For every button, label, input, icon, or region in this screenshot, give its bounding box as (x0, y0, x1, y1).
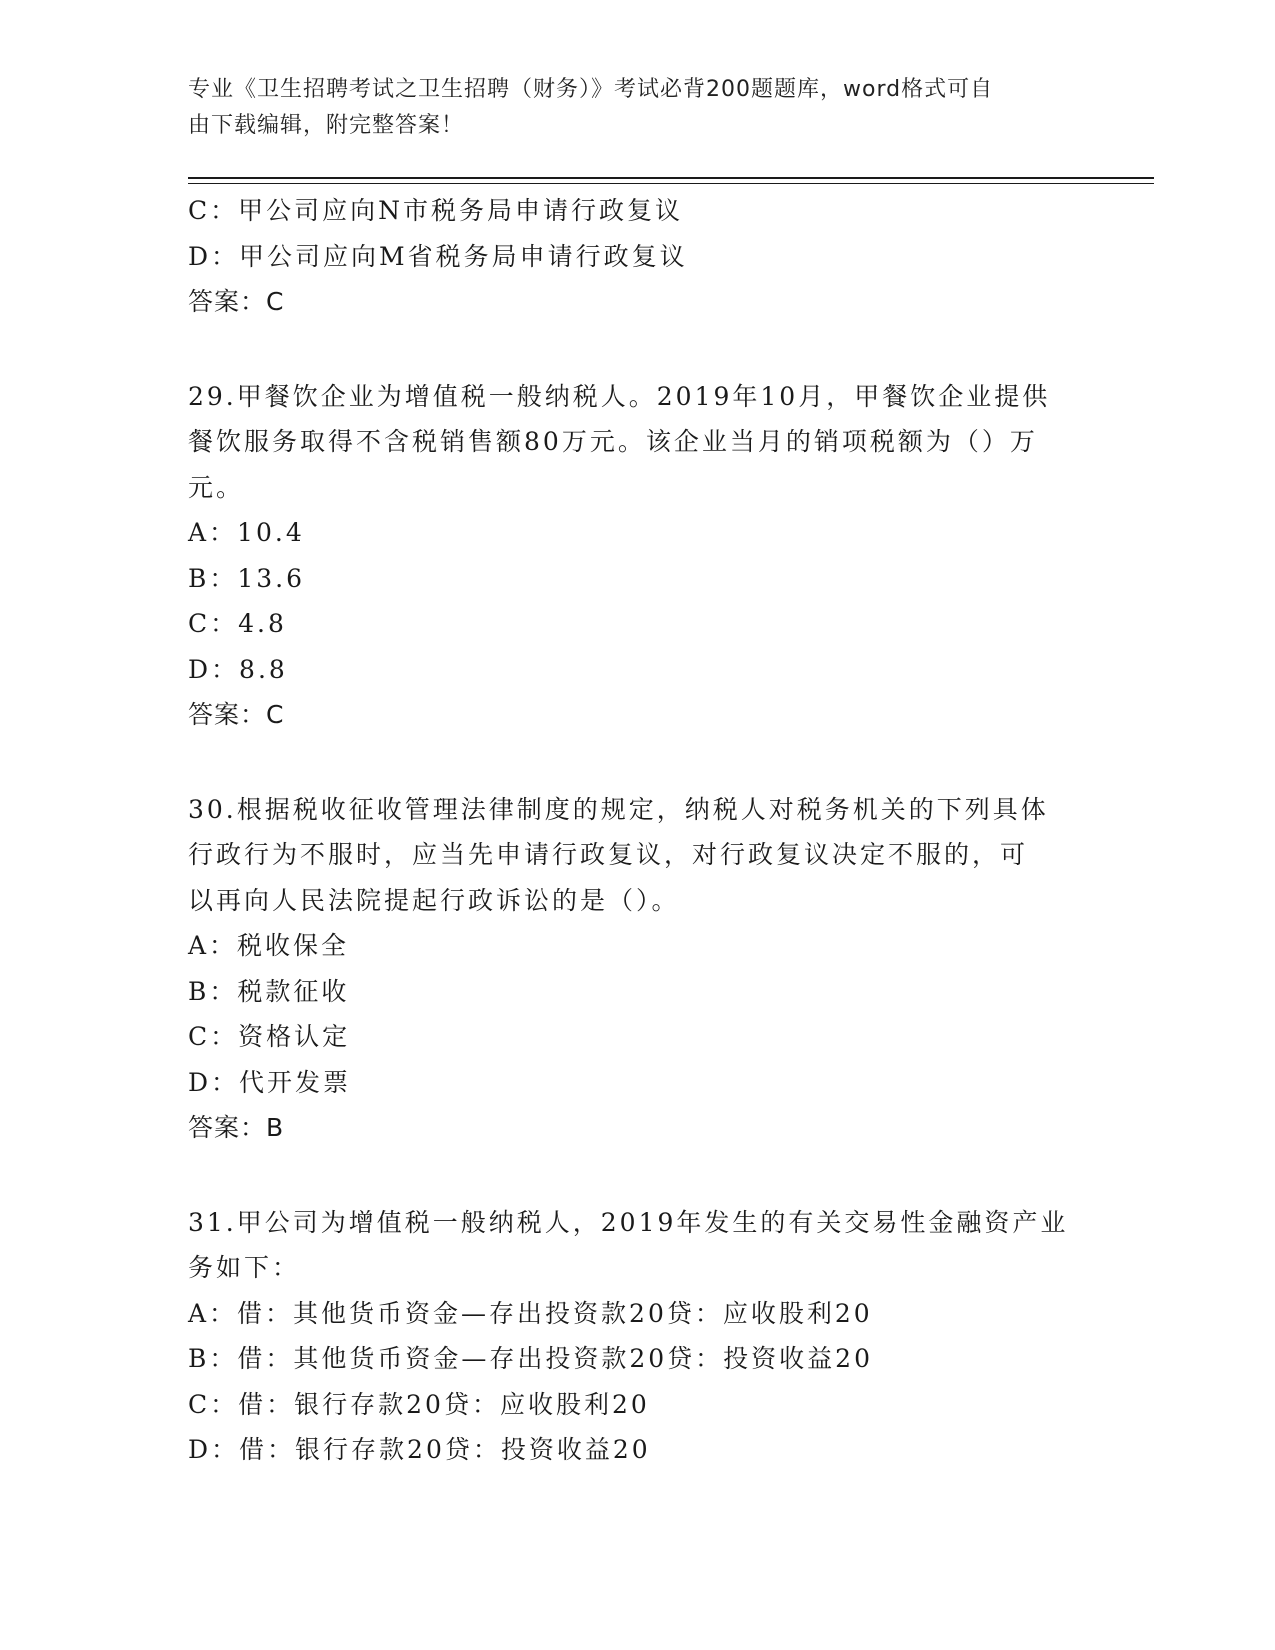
option-c: C：4.8 (188, 609, 287, 638)
question-text-line: 行政行为不服时，应当先申请行政复议，对行政复议决定不服的，可 (188, 840, 1029, 869)
header-title-line-2: 由下载编辑，附完整答案！ (188, 113, 465, 138)
option-a: A：10.4 (188, 518, 305, 547)
question-text-line: 30.根据税收征收管理法律制度的规定，纳税人对税务机关的下列具体 (188, 794, 1049, 824)
question-block-29 (188, 374, 1088, 738)
question-block-30 (188, 787, 1088, 1151)
option-d: D：8.8 (188, 654, 288, 684)
option-a: A：税收保全 (188, 931, 350, 960)
question-text-line: 29.甲餐饮企业为增值税一般纳税人。2019年10月，甲餐饮企业提供 (188, 381, 1051, 411)
question-text-line: 餐饮服务取得不含税销售额80万元。该企业当月的销项税额为（）万 (188, 427, 1038, 456)
spacer (188, 325, 1088, 374)
question-text-line: 以再向人民法院提起行政诉讼的是（）。 (188, 885, 680, 915)
option-d: D：甲公司应向M省税务局申请行政复议 (188, 241, 688, 271)
spacer (188, 1151, 1088, 1200)
option-b: B：税款征收 (188, 976, 350, 1006)
question-text-line: 元。 (188, 472, 245, 502)
question-block-31 (188, 1200, 1088, 1473)
question-list (188, 188, 1088, 1473)
spacer (188, 738, 1088, 787)
answer-line: 答案：C (188, 287, 285, 316)
option-c: C：资格认定 (188, 1022, 351, 1051)
option-b: B：13.6 (188, 563, 306, 593)
header-divider-thick (188, 177, 1154, 179)
option-d: D：借：银行存款20贷：投资收益20 (188, 1435, 651, 1464)
answer-line: 答案：C (188, 700, 285, 729)
option-b: B：借：其他货币资金—存出投资款20贷：投资收益20 (188, 1344, 873, 1373)
document-header (188, 72, 1068, 144)
option-a: A：借：其他货币资金—存出投资款20贷：应收股利20 (188, 1298, 873, 1328)
question-block-prev (188, 188, 1088, 325)
header-title-line-1: 专业《卫生招聘考试之卫生招聘（财务）》考试必背200题题库，word格式可自 (188, 77, 994, 102)
question-text-line: 务如下： (188, 1253, 301, 1282)
question-text-line: 31.甲公司为增值税一般纳税人，2019年发生的有关交易性金融资产业 (188, 1207, 1069, 1237)
header-divider-thin (188, 183, 1154, 184)
option-c: C：甲公司应向N市税务局申请行政复议 (188, 196, 684, 225)
option-d: D：代开发票 (188, 1067, 352, 1097)
option-c: C：借：银行存款20贷：应收股利20 (188, 1389, 650, 1419)
answer-line: 答案：B (188, 1113, 285, 1142)
